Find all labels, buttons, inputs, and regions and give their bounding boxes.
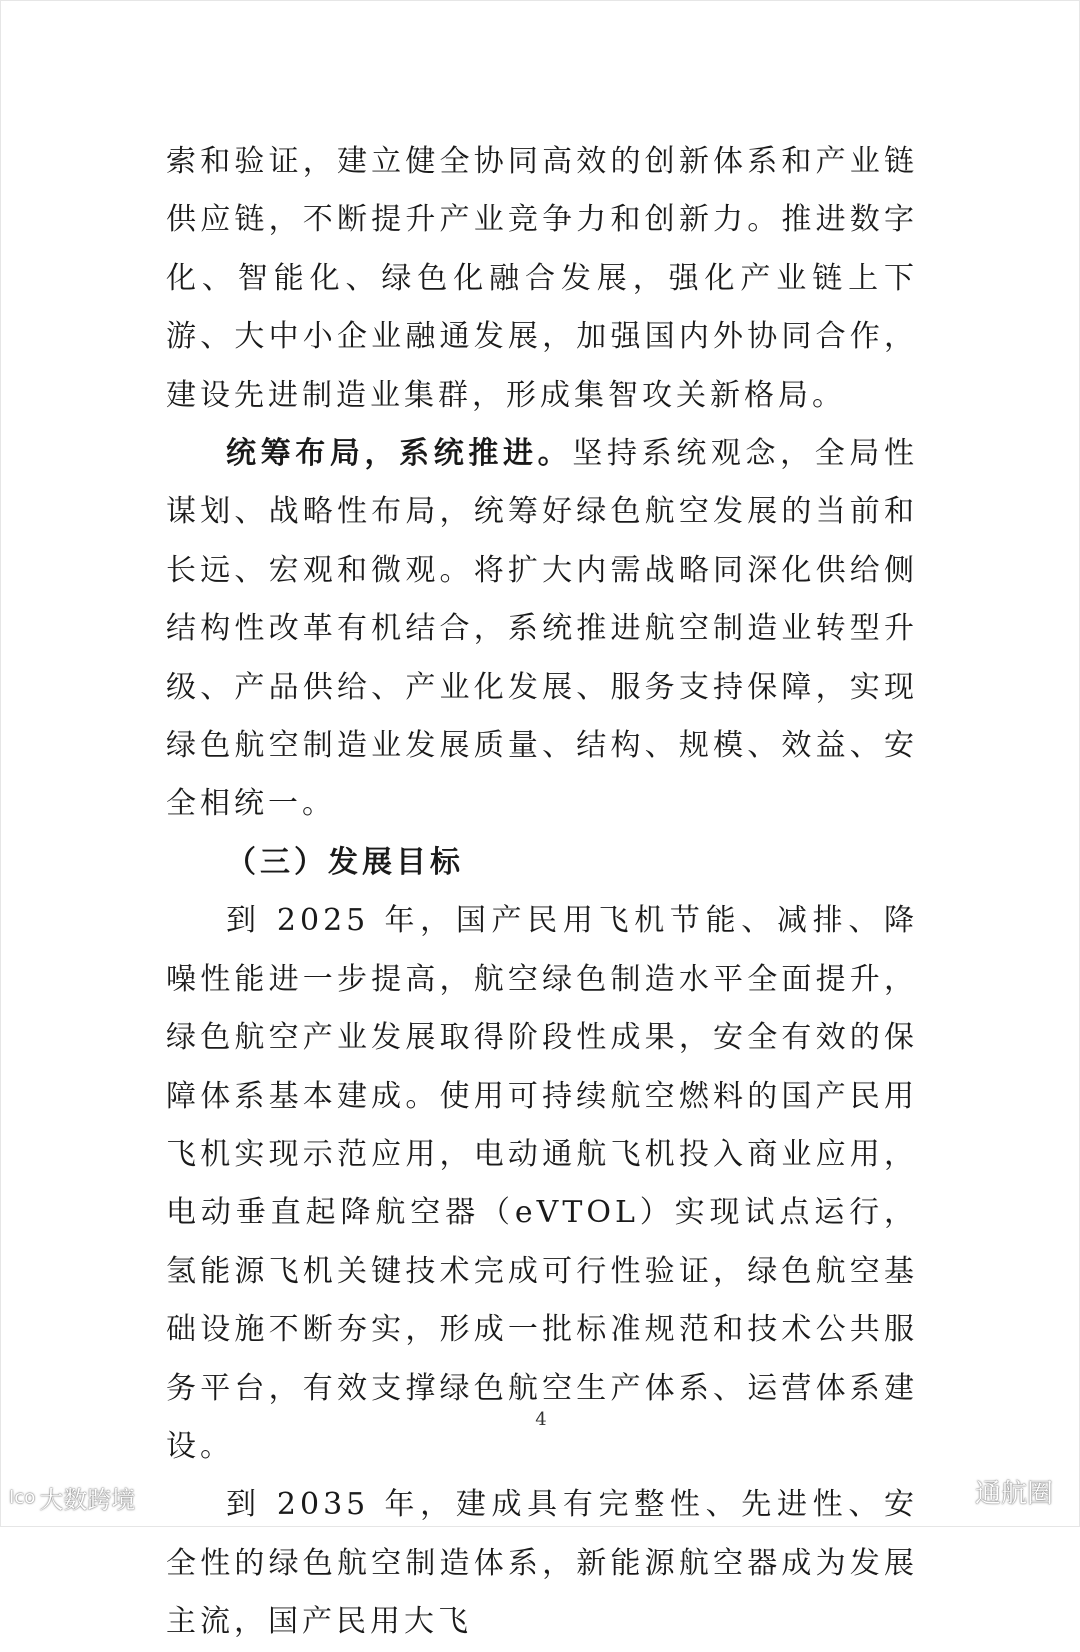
paragraph-text: 坚持系统观念，全局性谋划、战略性布局，统筹好绿色航空发展的当前和长远、宏观和微观。将扩大内需战略同深化供给侧结构性改革有机结合，系统推进航空制造业转型升级、产品供给、产业化发展、服务支持保障，实现绿色航空制造业发展质量、结构、规模、效益、安全相统一。 [166, 436, 919, 822]
watermark-right [937, 1469, 1053, 1513]
watermark-right-text: 通航圈 [974, 1478, 1053, 1509]
watermark-left-text: 大数跨境 [39, 1485, 136, 1514]
paragraph-goal-2025: 到 2025 年，国产民用飞机节能、减排、降噪性能进一步提高，航空绿色制造水平全面提升，绿色航空产业发展取得阶段性成果，安全有效的保障体系基本建成。使用可持续航空燃料的国产民用飞机实现示范应用，电动通航飞机投入商业应用，电动垂直起降航空器（eVTOL）实现试点运行，氢能源飞机关键技术完成可行性验证，绿色航空基础设施不断夯实，形成一批标准规范和技术公共服务平台，有效支撑绿色航空生产体系、运营体系建设。 [166, 903, 918, 1464]
paragraph-innovation [166, 133, 918, 425]
watermark-left [9, 1475, 135, 1519]
paragraph-overall-layout [166, 425, 918, 834]
paragraph-text: 索和验证，建立健全协同高效的创新体系和产业链供应链，不断提升产业竞争力和创新力。推进数字化、智能化、绿色化融合发展，强化产业链上下游、大中小企业融通发展，加强国内外协同合作，建设先进制造业集群，形成集智攻关新格局。 [166, 144, 918, 413]
paragraph-goal-2035: 到 2035 年，建成具有完整性、先进性、安全性的绿色航空制造体系，新能源航空器成为发展主流，国产民用大飞 [166, 1487, 918, 1640]
section-heading: （三）发展目标 [226, 844, 464, 880]
wechat-icon [937, 1478, 967, 1504]
watermark-logo: Ico [9, 1486, 36, 1508]
paragraph-lead: 统筹布局，系统推进。 [226, 436, 573, 472]
page-number: 4 [535, 1409, 547, 1430]
